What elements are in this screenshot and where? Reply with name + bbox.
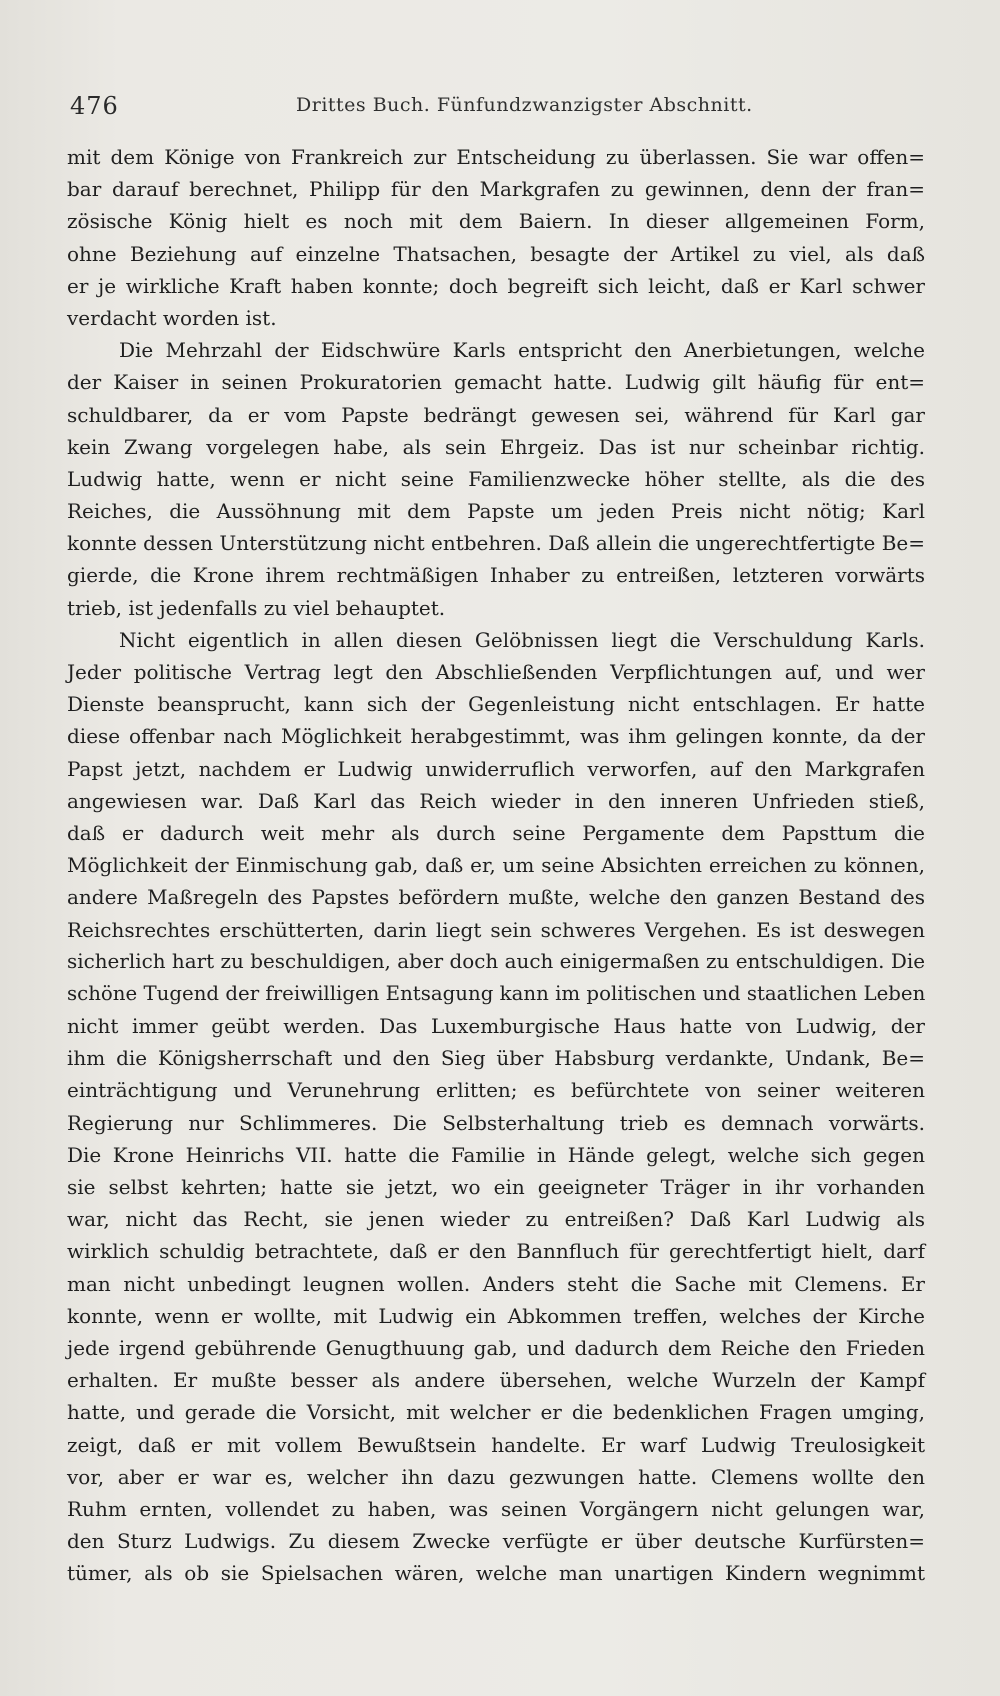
- text-line: er je wirkliche Kraft haben konnte; doch begreift sich leicht, daß er Karl schwer: [67, 273, 925, 298]
- text-line: Die Krone Heinrichs VII. hatte die Familie in Hände gelegt, welche sich gegen: [67, 1142, 925, 1167]
- text-line: war, nicht das Recht, sie jenen wieder zu entreißen? Daß Karl Ludwig als: [67, 1207, 925, 1232]
- text-line: ohne Beziehung auf einzelne Thatsachen, besagte der Artikel zu viel, als daß: [67, 241, 925, 266]
- text-line: Dienste beansprucht, kann sich der Gegenleistung nicht entschlagen. Er hatte: [67, 692, 925, 717]
- text-line: nicht immer geübt werden. Das Luxemburgische Haus hatte von Ludwig, der: [67, 1014, 925, 1039]
- text-line: schöne Tugend der freiwilligen Entsagung kann im politischen und staatlichen Leben: [67, 981, 926, 1005]
- text-line: gierde, die Krone ihrem rechtmäßigen Inhaber zu entreißen, letzteren vorwärts: [67, 563, 925, 588]
- text-line: der Kaiser in seinen Prokuratorien gemacht hatte. Ludwig gilt häufig für ent=: [67, 370, 925, 395]
- text-line: Reichsrechtes erschütterten, darin liegt sein schweres Vergehen. Es ist deswegen: [67, 917, 925, 942]
- body-text: [67, 141, 925, 1589]
- text-line: mit dem Könige von Frankreich zur Entscheidung zu überlassen. Sie war offen=: [67, 145, 925, 169]
- text-line: daß er dadurch weit mehr als durch seine Pergamente dem Papsttum die: [67, 820, 925, 845]
- paragraph: [67, 624, 925, 1590]
- text-line: Papst jetzt, nachdem er Ludwig unwiderruflich verworfen, auf den Markgrafen: [67, 756, 925, 781]
- text-line: Ruhm ernten, vollendet zu haben, was seinen Vorgängern nicht gelungen war,: [67, 1496, 925, 1521]
- text-line: man nicht unbedingt leugnen wollen. Anders steht die Sache mit Clemens. Er: [67, 1271, 925, 1296]
- text-line: vor, aber er war es, welcher ihn dazu gezwungen hatte. Clemens wollte den: [67, 1464, 925, 1489]
- text-line: sicherlich hart zu beschuldigen, aber doch auch einigermaßen zu entschuldigen. Die: [67, 949, 925, 973]
- text-line: Möglichkeit der Einmischung gab, daß er, um seine Absichten erreichen zu können,: [67, 853, 925, 878]
- text-line: den Sturz Ludwigs. Zu diesem Zwecke verfügte er über deutsche Kurfürsten=: [67, 1529, 925, 1554]
- text-line: einträchtigung und Verunehrung erlitten; es befürchtete von seiner weiteren: [67, 1078, 925, 1103]
- text-line: konnte, wenn er wollte, mit Ludwig ein Abkommen treffen, welches der Kirche: [67, 1303, 925, 1328]
- text-line: konnte dessen Unterstützung nicht entbehren. Daß allein die ungerechtfertigte Be=: [67, 531, 925, 556]
- paragraph: [67, 141, 925, 334]
- text-line: andere Maßregeln des Papstes befördern mußte, welche den ganzen Bestand des: [67, 885, 925, 910]
- running-head: Drittes Buch. Fünfundzwanzigster Abschnitt.: [296, 94, 753, 116]
- text-line: zösische König hielt es noch mit dem Baiern. In dieser allgemeinen Form,: [67, 209, 925, 234]
- text-line: schuldbarer, da er vom Papste bedrängt gewesen sei, während für Karl gar: [67, 402, 925, 427]
- paragraph: [67, 334, 925, 624]
- text-line: jede irgend gebührende Genugthuung gab, und dadurch dem Reiche den Frieden: [67, 1335, 925, 1360]
- text-line: tümer, als ob sie Spielsachen wären, welche man unartigen Kindern wegnimmt: [67, 1561, 925, 1586]
- text-line: sie selbst kehrten; hatte sie jetzt, wo ein geeigneter Träger in ihr vorhanden: [67, 1175, 925, 1199]
- text-line: kein Zwang vorgelegen habe, als sein Ehrgeiz. Das ist nur scheinbar richtig.: [67, 434, 925, 459]
- text-line: wirklich schuldig betrachtete, daß er den Bannfluch für gerechtfertigt hielt, darf: [67, 1239, 925, 1264]
- text-line: Jeder politische Vertrag legt den Abschließenden Verpflichtungen auf, und wer: [67, 660, 925, 684]
- text-line: Ludwig hatte, wenn er nicht seine Familienzwecke höher stellte, als die des: [67, 466, 925, 491]
- text-line: angewiesen war. Daß Karl das Reich wieder in den inneren Unfrieden stieß,: [67, 788, 925, 813]
- text-line: Nicht eigentlich in allen diesen Gelöbnissen liegt die Verschuldung Karls.: [119, 627, 925, 652]
- text-line: zeigt, daß er mit vollem Bewußtsein handelte. Er warf Ludwig Treulosigkeit: [67, 1432, 925, 1457]
- text-line: Regierung nur Schlimmeres. Die Selbsterhaltung trieb es demnach vorwärts.: [67, 1110, 925, 1135]
- text-line: ihm die Königsherrschaft und den Sieg über Habsburg verdankte, Undank, Be=: [67, 1046, 925, 1071]
- text-line: bar darauf berechnet, Philipp für den Markgrafen zu gewinnen, denn der fran=: [67, 177, 925, 202]
- text-line: Reiches, die Aussöhnung mit dem Papste um jeden Preis nicht nötig; Karl: [67, 499, 925, 524]
- text-line: diese offenbar nach Möglichkeit herabgestimmt, was ihm gelingen konnte, da der: [67, 724, 925, 749]
- page-number: 476: [70, 92, 119, 120]
- text-line: Die Mehrzahl der Eidschwüre Karls entspricht den Anerbietungen, welche: [119, 338, 925, 363]
- page-header: [70, 92, 932, 126]
- text-line: verdacht worden ist.: [67, 305, 277, 330]
- text-line: hatte, und gerade die Vorsicht, mit welcher er die bedenklichen Fragen umging,: [67, 1400, 925, 1425]
- text-line: trieb, ist jedenfalls zu viel behauptet.: [67, 595, 446, 620]
- text-line: erhalten. Er mußte besser als andere übersehen, welche Wurzeln der Kampf: [67, 1368, 925, 1393]
